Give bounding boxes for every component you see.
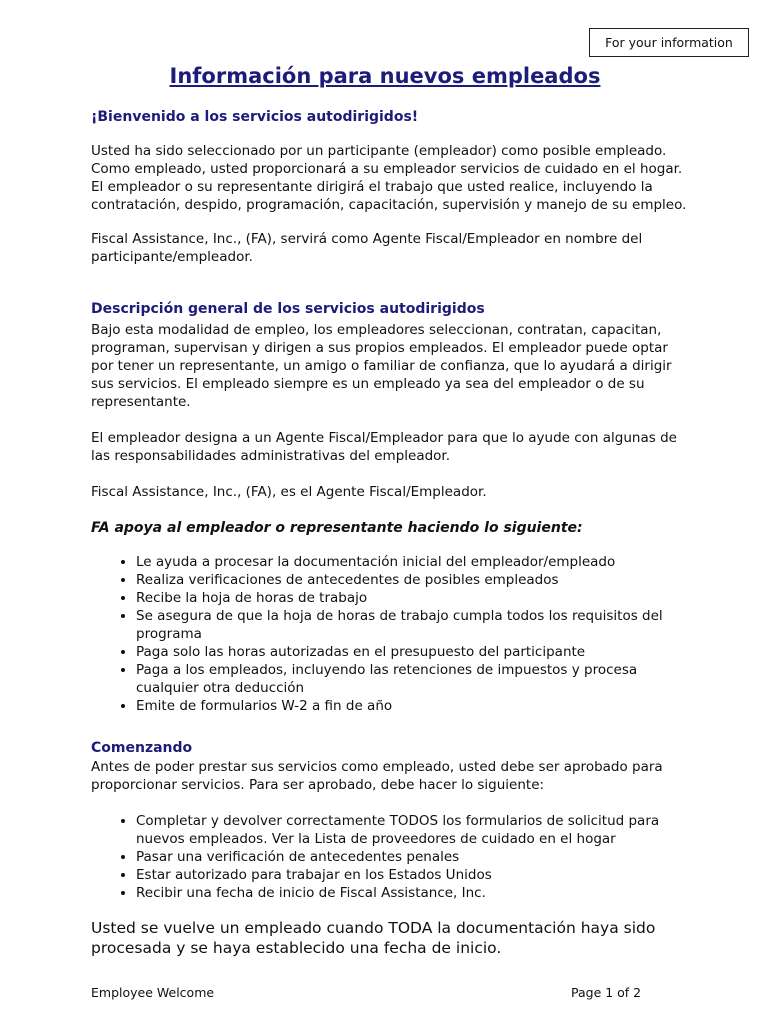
welcome-heading: ¡Bienvenido a los servicios autodirigidos! xyxy=(91,109,419,125)
list-item: • Estar autorizado para trabajar en los Estados Unidos xyxy=(136,866,691,884)
info-label-box: For your information xyxy=(589,28,749,57)
intro-paragraph-2: Fiscal Assistance, Inc., (FA), servirá como Agente Fiscal/Empleador en nombre del participante/empleador. xyxy=(91,231,643,265)
overview-paragraph-2: El empleador designa a un Agente Fiscal/Empleador para que lo ayude con algunas de las responsabilidades administrativas del empleador. xyxy=(91,430,677,464)
fa-support-heading: FA apoya al empleador o representante haciendo lo siguiente: xyxy=(91,520,583,536)
list-item: • Recibe la hoja de horas de trabajo xyxy=(136,589,691,607)
getting-started-paragraph: Antes de poder prestar sus servicios como empleado, usted debe ser aprobado para proporcionar servicios. Para ser aprobado, debe hacer lo siguiente: xyxy=(91,759,663,793)
list-item: • Se asegura de que la hoja de horas de trabajo cumpla todos los requisitos del programa xyxy=(136,607,691,643)
overview-paragraph-1: Bajo esta modalidad de empleo, los empleadores seleccionan, contratan, capacitan, programan, supervisan y dirigen a sus propios empleados. El empleador puede optar por tener un representante, un amigo o familiar de confianza, que lo ayudará a dirigir sus servicios. El empleado siempre es un empleado ya sea del empleador o de su representante. xyxy=(91,322,672,410)
getting-started-heading: Comenzando xyxy=(91,740,193,756)
fa-support-list xyxy=(91,553,691,715)
list-item: • Emite de formularios W-2 a fin de año xyxy=(136,697,691,715)
page-title: Información para nuevos empleados xyxy=(169,64,601,88)
footer-document-name: Employee Welcome xyxy=(91,985,215,1000)
list-item: • Le ayuda a procesar la documentación inicial del empleador/empleado xyxy=(136,553,691,571)
document-body xyxy=(91,108,691,958)
overview-paragraph-3: Fiscal Assistance, Inc., (FA), es el Agente Fiscal/Empleador. xyxy=(91,484,487,500)
list-item: • Recibir una fecha de inicio de Fiscal Assistance, Inc. xyxy=(136,884,691,902)
footer-page-number: Page 1 of 2 xyxy=(571,985,642,1000)
list-item: • Paga a los empleados, incluyendo las retenciones de impuestos y procesa cualquier otra deducción xyxy=(136,661,691,697)
closing-paragraph: Usted se vuelve un empleado cuando TODA la documentación haya sido procesada y se haya establecido una fecha de inicio. xyxy=(91,919,656,957)
list-item: • Paga solo las horas autorizadas en el presupuesto del participante xyxy=(136,643,691,661)
list-item: • Pasar una verificación de antecedentes penales xyxy=(136,848,691,866)
list-item: • Realiza verificaciones de antecedentes de posibles empleados xyxy=(136,571,691,589)
overview-heading: Descripción general de los servicios autodirigidos xyxy=(91,301,485,317)
list-item: • Completar y devolver correctamente TODOS los formularios de solicitud para nuevos empleados. Ver la Lista de proveedores de cuidado en el hogar xyxy=(136,812,691,848)
getting-started-list xyxy=(91,812,691,902)
intro-paragraph-1: Usted ha sido seleccionado por un participante (empleador) como posible empleado. Como empleado, usted proporcionará a su empleador servicios de cuidado en el hogar. El empleador o su representante dirigirá el trabajo que usted realice, incluyendo la contratación, despido, programación, capacitación, supervisión y manejo de su empleo. xyxy=(91,143,687,213)
